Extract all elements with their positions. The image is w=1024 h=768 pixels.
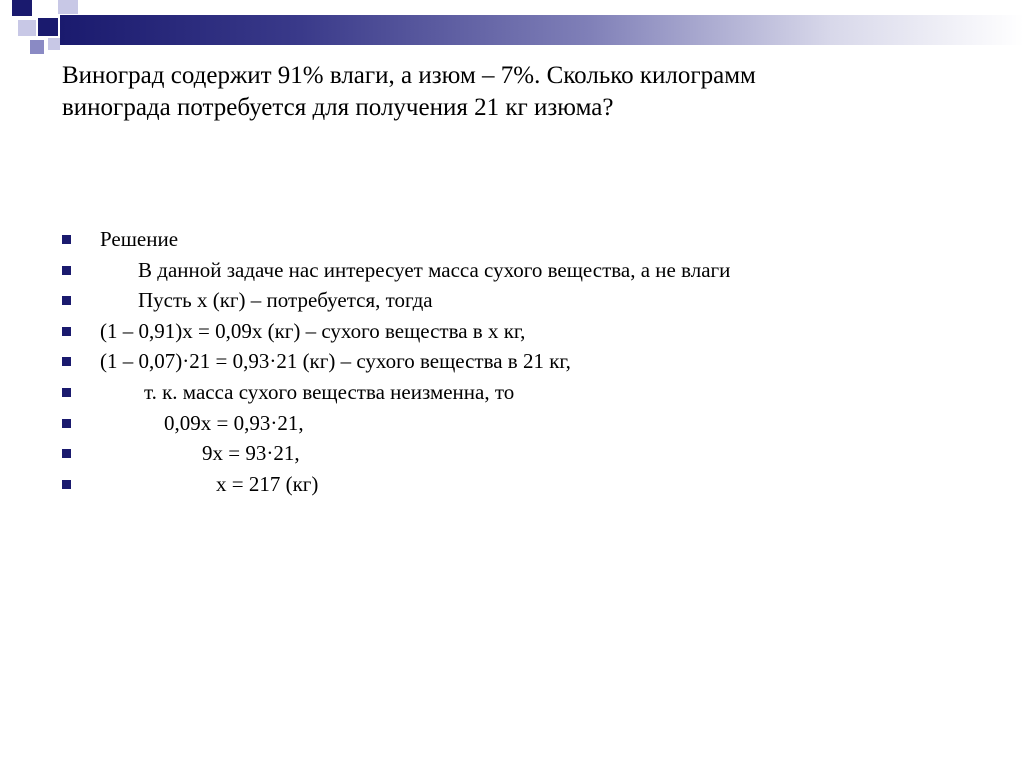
square-bullet-icon (62, 449, 71, 458)
bullet-item (62, 316, 526, 347)
decor-square-lavender-left (18, 20, 36, 36)
square-bullet-icon (62, 235, 71, 244)
square-bullet-icon (62, 419, 71, 428)
square-bullet-icon (62, 480, 71, 489)
solution-bullet-list (62, 224, 731, 499)
square-bullet-icon (62, 266, 71, 275)
square-bullet-icon (62, 357, 71, 366)
slide-title-line-1: Виноград содержит 91% влаги, а изюм – 7%. Сколько килограмм (62, 62, 756, 89)
bullet-item (62, 377, 515, 408)
slide-title-line-2: винограда потребуется для получения 21 кг изюма? (62, 94, 614, 121)
decor-square-lavender-bottom (48, 38, 60, 50)
bullet-item (62, 224, 179, 255)
decor-square-navy-top (12, 0, 32, 16)
bullet-item (62, 285, 433, 316)
bullet-item (62, 346, 571, 377)
bullet-text: В данной задаче нас интересует масса сухого вещества, а не влаги (138, 257, 731, 282)
bullet-text-equation: 9х = 93·21, (202, 441, 300, 466)
bullet-item (62, 469, 319, 500)
bullet-item (62, 438, 300, 469)
bullet-text-equation: 0,09х = 0,93·21, (164, 410, 304, 435)
bullet-text: (1 – 0,07)·21 = 0,93·21 (кг) – сухого вещества в 21 кг, (100, 349, 571, 374)
bullet-item (62, 408, 304, 439)
square-bullet-icon (62, 296, 71, 305)
decor-square-mid-bottom (30, 40, 44, 54)
bullet-text: т. к. масса сухого вещества неизменна, то (144, 379, 515, 404)
square-bullet-icon (62, 327, 71, 336)
header-gradient-band (60, 15, 1024, 45)
bullet-text-answer: х = 217 (кг) (216, 471, 319, 496)
bullet-item (62, 255, 731, 286)
square-bullet-icon (62, 388, 71, 397)
slide-title (62, 60, 962, 124)
decor-square-navy-mid (38, 18, 58, 36)
decor-square-lavender-top (58, 0, 78, 14)
bullet-text: Пусть х (кг) – потребуется, тогда (138, 288, 433, 313)
bullet-text: (1 – 0,91)х = 0,09х (кг) – сухого вещества в х кг, (100, 318, 526, 343)
bullet-text-heading: Решение (100, 227, 179, 251)
